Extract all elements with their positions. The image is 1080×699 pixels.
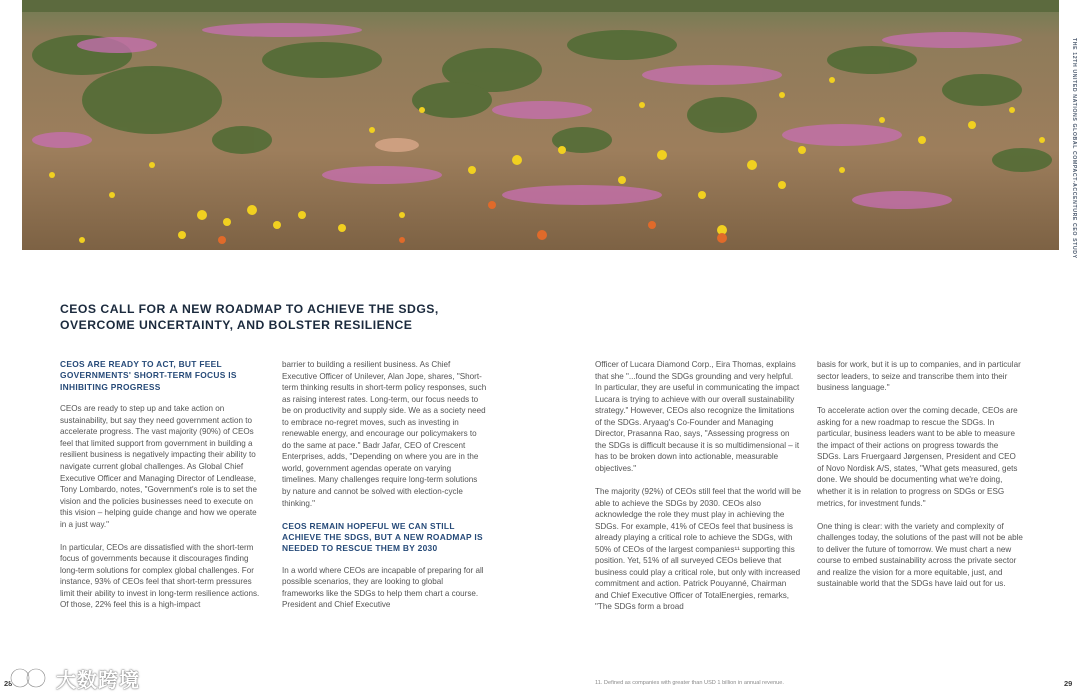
text-column-2 bbox=[282, 359, 487, 623]
wildflower-field-photo bbox=[22, 0, 1059, 250]
page-title-line-1: CEOS CALL FOR A NEW ROADMAP TO ACHIEVE THE SDGS, bbox=[60, 302, 439, 316]
page-number-right: 29 bbox=[1064, 679, 1073, 688]
paragraph: basis for work, but it is up to companies, and in particular sector leaders, to seize and transcribe them into their business language." bbox=[817, 360, 1021, 393]
paragraph: The majority (92%) of CEOs still feel that the world will be able to achieve the SDGs by 2030. CEOs also acknowledge the role they must play in achieving the SDGs. For example, 41% of CEOs feel that business is already playing a critical role to achieve the SDGs, with 50% of CEOs of the largest companies¹¹ supporting this position. Yet, 51% of all surveyed CEOs believe that business could play a critical role, but only with increased commitment and action. Patrick Pouyanné, Chairman and Chief Executive Officer of TotalEnergies, remarks, "The SDGs form a broad bbox=[595, 486, 802, 612]
footnote: 11. Defined as companies with greater than USD 1 billion in annual revenue. bbox=[595, 680, 784, 686]
paragraph: One thing is clear: with the variety and complexity of challenges today, the solutions of the past will not be able to deliver the future of tomorrow. We must chart a new course to embed sustainability across the private sector and realize the vision for a more equitable, just, and sustainable world that the SDGs have laid out for us. bbox=[817, 521, 1023, 589]
watermark bbox=[8, 664, 140, 692]
paragraph: barrier to building a resilient business. As Chief Executive Officer of Unilever, Alan Jope, shares, "Short-term thinking results in short-term policy responses, such as raising interest rates. Long-term, our focus needs to be on productivity and supply side. We as a society need to embrace no-regret moves, such as investing in renewable energy, and encourage our policymakers to do the same at pace." Badr Jafar, CEO of Crescent Enterprises, adds, "Depending on where you are in the world, government agendas operate on varying timelines. Many challenges require long-term solutions by nature and cannot be solved with election-cycle thinking." bbox=[282, 360, 487, 508]
page-title-line-2: OVERCOME UNCERTAINTY, AND BOLSTER RESILIENCE bbox=[60, 318, 413, 332]
text-column-1 bbox=[60, 359, 265, 623]
section-heading-ready-to-act: CEOS ARE READY TO ACT, BUT FEEL GOVERNMENTS' SHORT-TERM FOCUS IS INHIBITING PROGRESS bbox=[60, 359, 237, 392]
paragraph: CEOs are ready to step up and take action on sustainability, but say they need government action to accelerate progress. The vast majority (90%) of CEOs feel that limited support from government in building a resilient business is negatively impacting their ability to navigate current global challenges. As Global Chief Executive Officer and Managing Director of Lendlease, Tony Lombardo, notes, "Government's role is to set the vision and the policies businesses need to execute on this vision – helping guide change and how we operate in a just way." bbox=[60, 404, 257, 529]
paragraph: In particular, CEOs are dissatisfied with the short-term focus of governments because it discourages finding long-term solutions for complex global challenges. For instance, 93% of CEOs feel that short-term pressures limit their ability to invest in long-term resilience actions. Of those, 22% feel this is a high-impact bbox=[60, 542, 260, 610]
page-number-left: 28 bbox=[4, 679, 13, 688]
paragraph: To accelerate action over the coming decade, CEOs are asking for a new roadmap to rescue the SDGs. In particular, business leaders want to be able to measure the impact of their actions on progress towards the SDGs. Lars Fruergaard Jørgensen, President and CEO of Novo Nordisk A/S, states, "What gets measured, gets done. We should be documenting what we're doing, whether it is in relation to progress on SDGs or ESG metrics, for investment funds." bbox=[817, 406, 1018, 508]
paragraph: Officer of Lucara Diamond Corp., Eira Thomas, explains that she "...found the SDGs grounding and very helpful. In particular, they are useful in communicating the impact Lucara is trying to achieve with our overall sustainability strategy." However, CEOs also recognize the limitations of the SDGs. Aryaag's Co-Founder and Managing Director, Prasanna Rao, says, "Assessing progress on the SDGs is difficult because it is so multidimensional – it has to be broken down into actionable, measurable objectives." bbox=[595, 360, 800, 473]
text-column-4 bbox=[817, 359, 1023, 601]
watermark-text: 大数跨境 bbox=[56, 669, 140, 692]
page-title bbox=[60, 301, 520, 333]
text-column-3 bbox=[595, 359, 801, 624]
section-heading-remain-hopeful: CEOS REMAIN HOPEFUL WE CAN STILL ACHIEVE THE SDGS, BUT A NEW ROADMAP IS NEEDED TO RESCUE THEM BY 2030 bbox=[282, 520, 483, 554]
watermark-logo-icon bbox=[8, 666, 50, 690]
running-header: THE 12TH UNITED NATIONS GLOBAL COMPACT-ACCENTURE CEO STUDY bbox=[1071, 38, 1077, 259]
paragraph: In a world where CEOs are incapable of preparing for all possible scenarios, they are looking to global frameworks like the SDGs to help them chart a course. President and Chief Executive bbox=[282, 565, 484, 610]
